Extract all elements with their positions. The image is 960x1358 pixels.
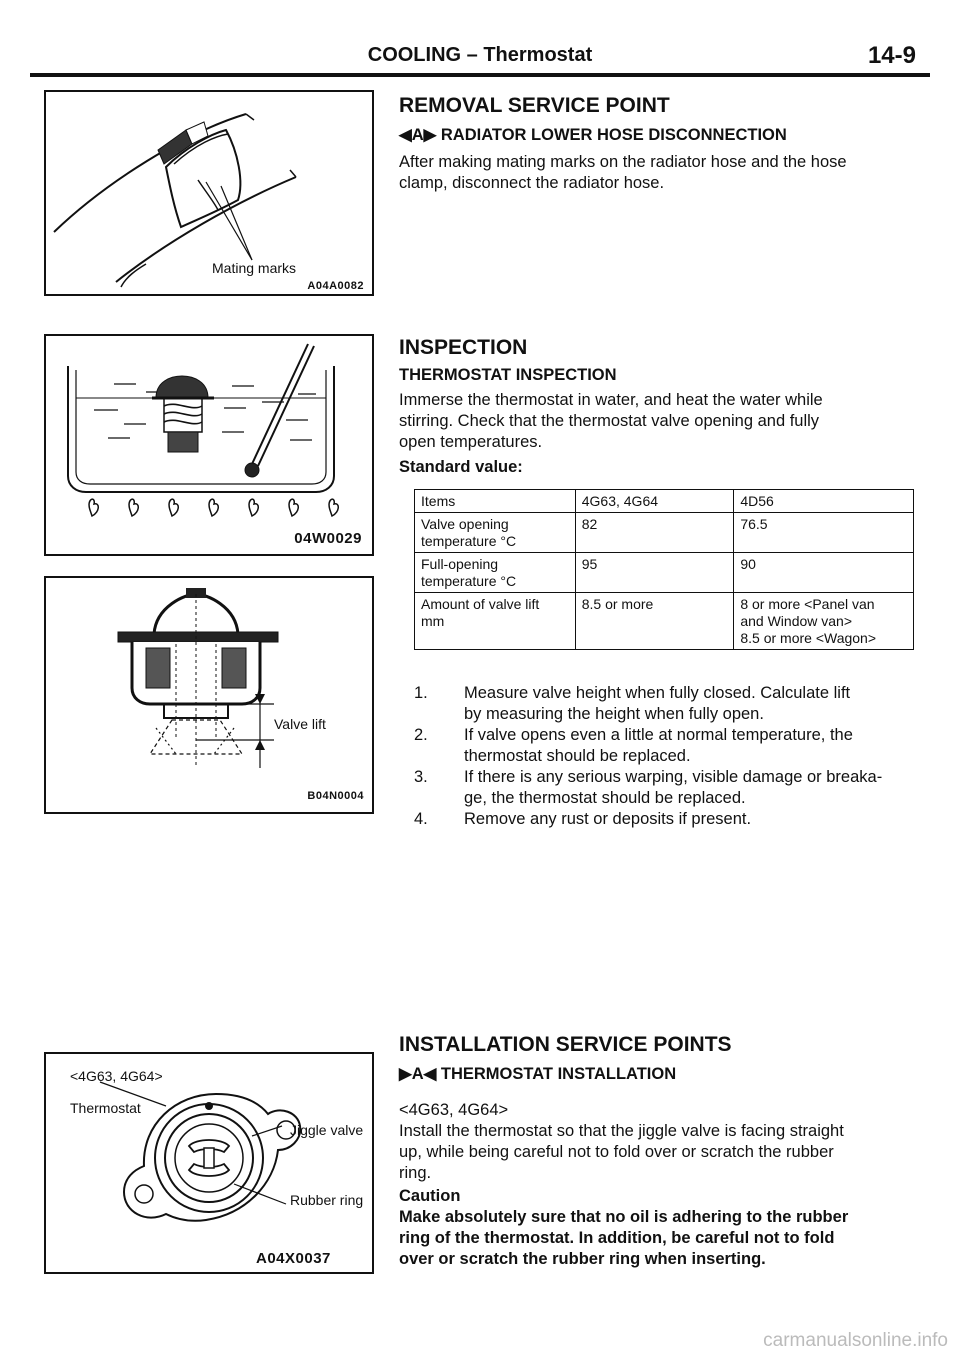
caution-line: ring of the thermostat. In addition, be careful not to fold <box>399 1229 835 1247</box>
table-cell: Valve opening temperature °C <box>415 513 576 553</box>
list-item: 4. Remove any rust or deposits if present. <box>414 810 752 828</box>
removal-subtitle-text: RADIATOR LOWER HOSE DISCONNECTION <box>440 126 787 144</box>
inspection-body-line: stirring. Check that the thermostat valve opening and fully <box>399 412 820 430</box>
table-cell: 8.5 or more <box>575 593 734 650</box>
table-cell: Full-opening temperature °C <box>415 553 576 593</box>
page-header-title: COOLING – Thermostat <box>367 44 593 66</box>
standard-value-table <box>414 489 914 650</box>
inspection-subtitle: THERMOSTAT INSPECTION <box>399 366 617 384</box>
figure-code: B04N0004 <box>307 790 364 802</box>
list-item: 1. Measure valve height when fully closed. Calculate lift by measuring the height when fully open. <box>414 684 851 723</box>
hose-clamp-illustration <box>46 92 372 294</box>
table-cell: 76.5 <box>734 513 914 553</box>
inspection-body-line: Immerse the thermostat in water, and heat the water while <box>399 391 823 409</box>
table-cell: 82 <box>575 513 734 553</box>
label-jiggle-valve: Jiggle valve <box>290 1122 364 1138</box>
figure-code: 04W0029 <box>294 530 362 547</box>
installation-body <box>399 1100 919 1184</box>
standard-value-label: Standard value: <box>399 458 523 476</box>
installation-subtitle <box>399 1064 676 1084</box>
figure-thermostat-in-water <box>44 334 374 556</box>
page-number: 14-9 <box>867 42 916 69</box>
installation-subtitle-text: THERMOSTAT INSTALLATION <box>440 1065 677 1083</box>
watermark: carmanualsonline.info <box>763 1330 948 1351</box>
installation-body-line: Install the thermostat so that the jiggle valve is facing straight <box>399 1122 844 1140</box>
water-bath-illustration <box>46 336 372 554</box>
inspection-title: INSPECTION <box>399 336 528 359</box>
figure-code: A04X0037 <box>256 1250 331 1267</box>
table-header: 4D56 <box>734 490 914 513</box>
table-row <box>415 513 914 553</box>
figure-valve-lift <box>44 576 374 814</box>
inspection-steps <box>414 683 919 830</box>
thermostat-installation-illustration <box>46 1054 372 1272</box>
figure-caption-valve-lift: Valve lift <box>274 716 326 732</box>
figure-mating-marks <box>44 90 374 296</box>
table-cell: 95 <box>575 553 734 593</box>
caution-label: Caution <box>399 1187 461 1205</box>
list-item: 2. If valve opens even a little at normal temperature, the thermostat should be replaced. <box>414 726 853 765</box>
installation-body-line: ring. <box>399 1164 432 1182</box>
removal-subtitle <box>399 125 787 145</box>
removal-marker: ◀A▶ <box>399 126 437 144</box>
table-header-row <box>415 490 914 513</box>
removal-body-line: After making mating marks on the radiator hose and the hose <box>399 153 847 171</box>
table-cell: 8 or more <Panel van and Window van> 8.5 or more <Wagon> <box>734 593 914 650</box>
label-thermostat: Thermostat <box>70 1100 141 1116</box>
installation-title: INSTALLATION SERVICE POINTS <box>399 1033 732 1056</box>
figure-thermostat-installation <box>44 1052 374 1274</box>
table-cell: 90 <box>734 553 914 593</box>
installation-body-line: up, while being careful not to fold over or scratch the rubber <box>399 1143 834 1161</box>
table-header: 4G63, 4G64 <box>575 490 734 513</box>
header-rule <box>30 73 930 77</box>
installation-marker: ▶A◀ <box>399 1065 437 1083</box>
removal-title: REMOVAL SERVICE POINT <box>399 94 670 117</box>
inspection-body <box>399 390 919 453</box>
figure-code: A04A0082 <box>307 280 364 292</box>
table-row <box>415 593 914 650</box>
table-header: Items <box>415 490 576 513</box>
valve-lift-illustration <box>46 578 372 812</box>
label-rubber-ring: Rubber ring <box>290 1192 364 1208</box>
inspection-body-line: open temperatures. <box>399 433 543 451</box>
table-cell: Amount of valve lift mm <box>415 593 576 650</box>
removal-body-line: clamp, disconnect the radiator hose. <box>399 174 665 192</box>
installation-engine: <4G63, 4G64> <box>399 1101 509 1119</box>
figure-engine-label: <4G63, 4G64> <box>70 1068 163 1084</box>
caution-line: over or scratch the rubber ring when inserting. <box>399 1250 766 1268</box>
list-item: 3. If there is any serious warping, visible damage or breaka- ge, the thermostat should be replaced. <box>414 768 883 807</box>
removal-body <box>399 152 919 194</box>
table-row <box>415 553 914 593</box>
caution-line: Make absolutely sure that no oil is adhering to the rubber <box>399 1208 849 1226</box>
figure-caption-mating-marks: Mating marks <box>212 260 297 276</box>
caution-block <box>399 1186 919 1270</box>
